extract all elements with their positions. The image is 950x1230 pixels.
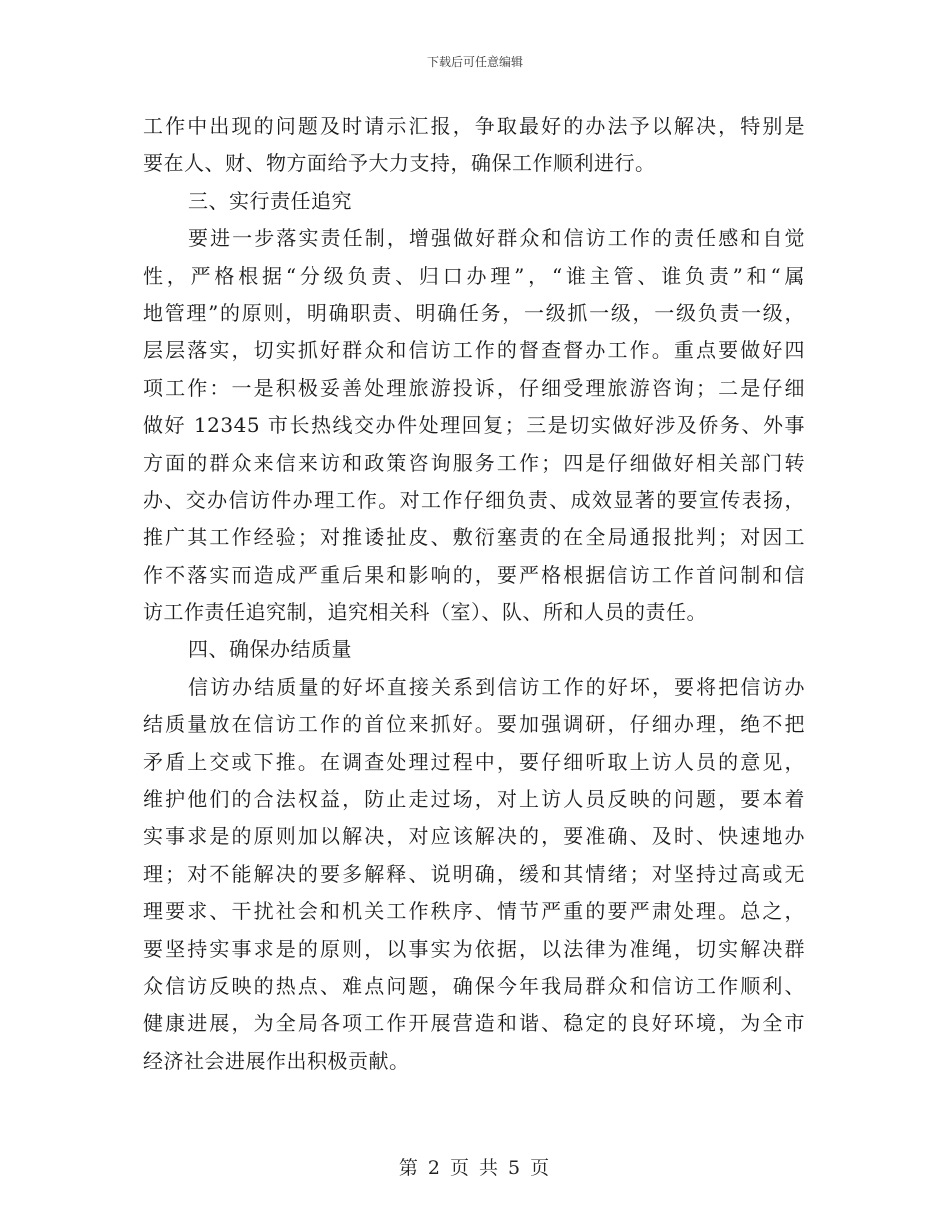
paragraph-line: 矛盾上交或下推。在调查处理过程中，要仔细听取上访人员的意见， (143, 749, 805, 774)
paragraph-line: 要坚持实事求是的原则，以事实为依据，以法律为准绳，切实解决群 (143, 936, 805, 961)
paragraph-line: 健康进展，为全局各项工作开展营造和谐、稳定的良好环境，为全市 (143, 1011, 805, 1036)
section-heading: 四、确保办结质量 (188, 637, 352, 662)
paragraph-line: 要在人、财、物方面给予大力支持，确保工作顺利进行。 (143, 151, 656, 176)
paragraph-line: 性，严格根据“分级负责、归口办理”，“谁主管、谁负责”和“属 (143, 263, 805, 288)
paragraph-line: 访工作责任追究制，追究相关科（室）、队、所和人员的责任。 (143, 600, 707, 625)
paragraph-line: 工作中出现的问题及时请示汇报，争取最好的办法予以解决，特别是 (143, 114, 805, 138)
paragraph-line: 地管理”的原则，明确职责、明确任务，一级抓一级，一级负责一级， (143, 300, 805, 325)
document-body (143, 108, 805, 1080)
paragraph-line: 理；对不能解决的要多解释、说明确，缓和其情绪；对坚持过高或无 (143, 861, 805, 886)
paragraph-line: 实事求是的原则加以解决，对应该解决的，要准确、及时、快速地办 (143, 824, 805, 849)
paragraph-line: 层层落实，切实抓好群众和信访工作的督查督办工作。重点要做好四 (143, 338, 805, 363)
paragraph-line: 作不落实而造成严重后果和影响的，要严格根据信访工作首问制和信 (143, 562, 805, 587)
paragraph-line: 推广其工作经验；对推诿扯皮、敷衍塞责的在全局通报批判；对因工 (143, 525, 805, 550)
page-number: 第 2 页 共 5 页 (398, 1157, 552, 1179)
header-editable-note: 下载后可任意编辑 (426, 55, 523, 69)
paragraph-line: 要进一步落实责任制，增强做好群众和信访工作的责任感和自觉 (188, 226, 805, 251)
paragraph-line: 做好 12345 市长热线交办件处理回复；三是切实做好涉及侨务、外事 (143, 413, 805, 438)
paragraph-line: 众信访反映的热点、难点问题，确保今年我局群众和信访工作顺利、 (143, 973, 805, 998)
paragraph-line: 维护他们的合法权益，防止走过场，对上访人员反映的问题，要本着 (143, 787, 805, 812)
paragraph-line: 项工作：一是积极妥善处理旅游投诉，仔细受理旅游咨询；二是仔细 (143, 375, 805, 400)
section-heading: 三、实行责任追究 (188, 188, 352, 213)
paragraph-line: 信访办结质量的好坏直接关系到信访工作的好坏，要将把信访办 (188, 674, 805, 699)
paragraph-line: 办、交办信访件办理工作。对工作仔细负责、成效显著的要宣传表扬， (143, 487, 805, 512)
paragraph-line: 结质量放在信访工作的首位来抓好。要加强调研，仔细办理，绝不把 (143, 712, 805, 737)
paragraph-line: 方面的群众来信来访和政策咨询服务工作；四是仔细做好相关部门转 (143, 450, 805, 475)
paragraph-line: 经济社会进展作出积极贡献。 (143, 1048, 410, 1073)
paragraph-line: 理要求、干扰社会和机关工作秩序、情节严重的要严肃处理。总之， (143, 899, 805, 924)
